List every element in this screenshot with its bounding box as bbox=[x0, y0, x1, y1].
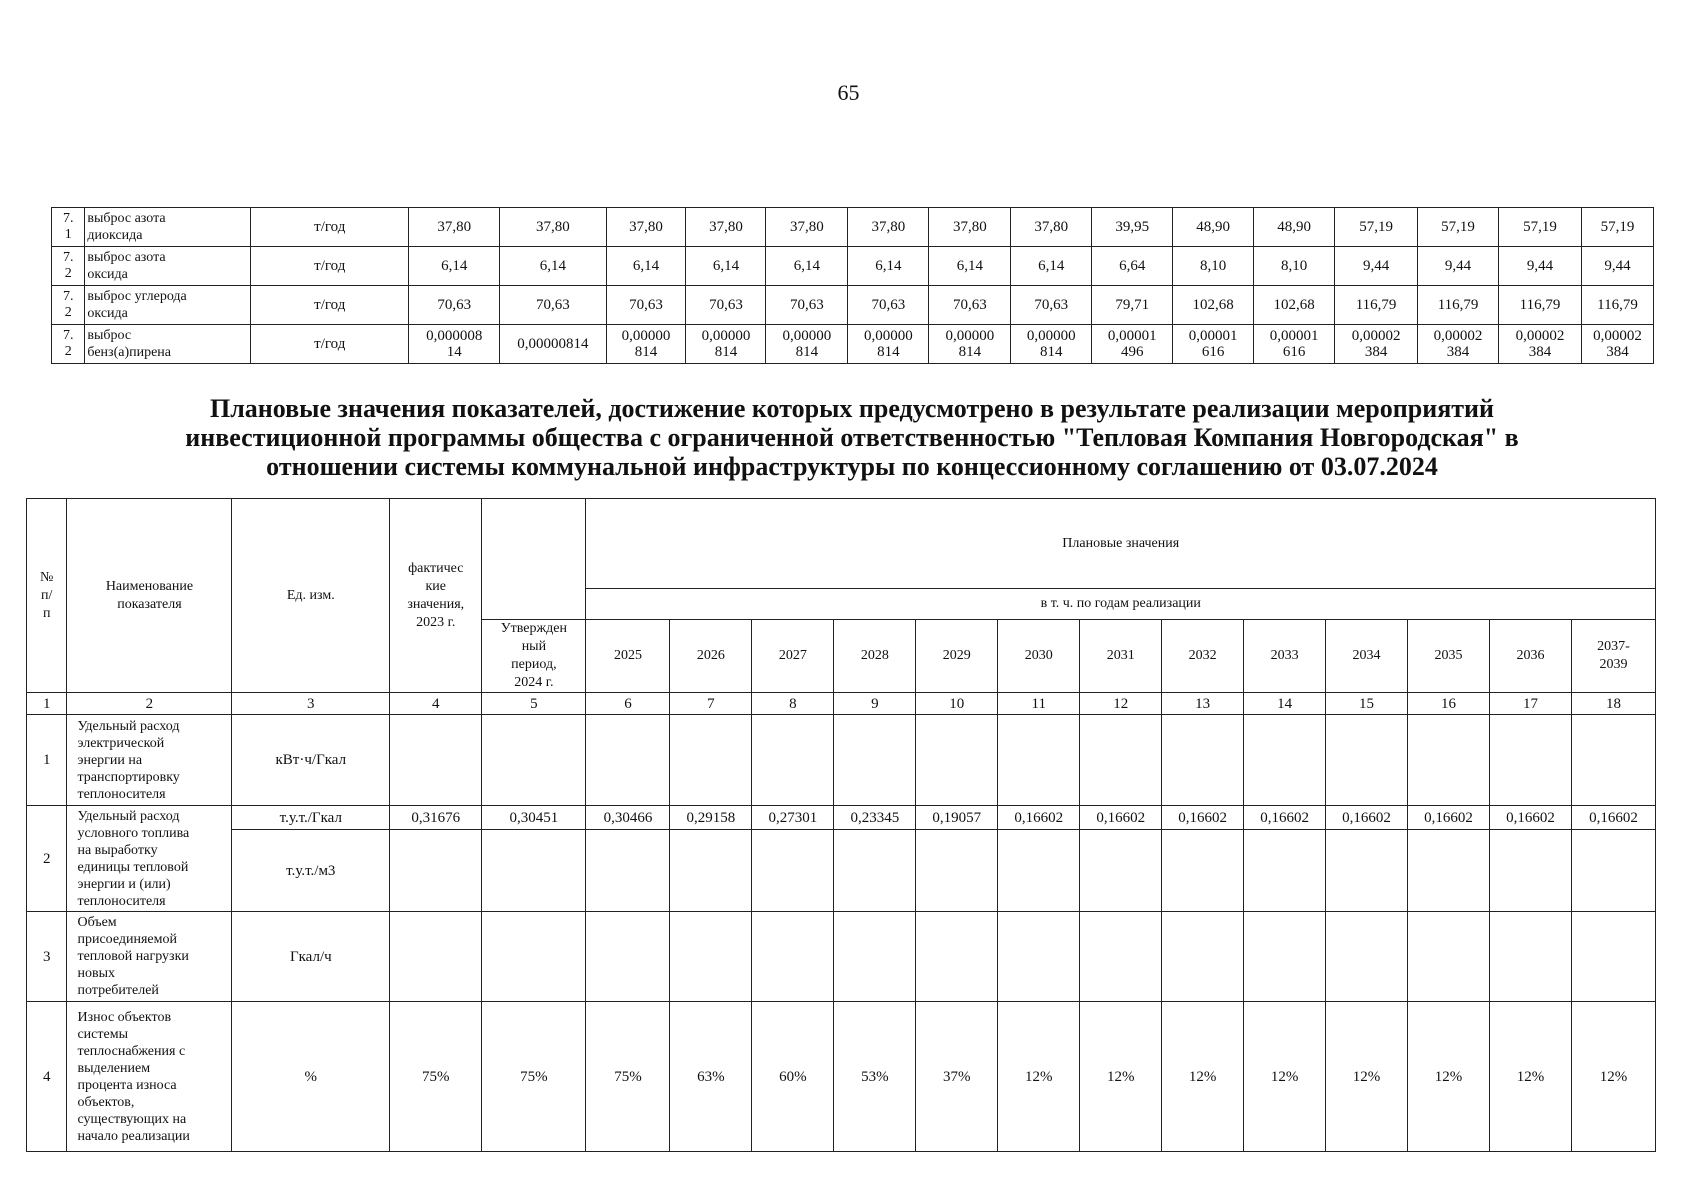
value-cell bbox=[752, 715, 834, 806]
value-cell bbox=[1408, 912, 1490, 1002]
value-cell: 70,63 bbox=[606, 286, 686, 325]
value-cell: 0,30466 bbox=[586, 806, 670, 830]
indicator-name-cell: Объем присоединяемой тепловой нагрузки новых потребителей bbox=[67, 912, 232, 1002]
value-cell: 37,80 bbox=[1011, 208, 1092, 247]
value-cell: 0,30451 bbox=[482, 806, 586, 830]
column-number-cell: 14 bbox=[1244, 693, 1326, 715]
column-number-cell: 6 bbox=[586, 693, 670, 715]
value-cell: 75% bbox=[586, 1002, 670, 1152]
value-cell: 70,63 bbox=[409, 286, 500, 325]
value-cell bbox=[482, 715, 586, 806]
column-number-cell: 8 bbox=[752, 693, 834, 715]
row-number-cell: 3 bbox=[27, 912, 67, 1002]
value-cell: 0,16602 bbox=[1244, 806, 1326, 830]
unit-cell: т/год bbox=[251, 286, 409, 325]
column-number-cell: 18 bbox=[1571, 693, 1655, 715]
column-number-cell: 1 bbox=[27, 693, 67, 715]
value-cell bbox=[1080, 912, 1162, 1002]
value-cell bbox=[1571, 912, 1655, 1002]
value-cell: 0,19057 bbox=[916, 806, 998, 830]
table-row bbox=[27, 1002, 1656, 1152]
value-cell: 37,80 bbox=[606, 208, 686, 247]
header-year-cell: 2027 bbox=[752, 620, 834, 693]
value-cell bbox=[1571, 715, 1655, 806]
value-cell: 102,68 bbox=[1254, 286, 1335, 325]
value-cell bbox=[1326, 715, 1408, 806]
table-row bbox=[52, 247, 1654, 286]
header-year-cell: 2025 bbox=[586, 620, 670, 693]
value-cell: 12% bbox=[1080, 1002, 1162, 1152]
value-cell bbox=[1080, 830, 1162, 912]
value-cell: 0,00000 814 bbox=[686, 325, 766, 364]
value-cell: 0,00001 616 bbox=[1173, 325, 1254, 364]
value-cell bbox=[1080, 715, 1162, 806]
value-cell bbox=[1162, 830, 1244, 912]
column-number-cell: 2 bbox=[67, 693, 232, 715]
value-cell bbox=[1489, 912, 1571, 1002]
value-cell: 12% bbox=[1244, 1002, 1326, 1152]
value-cell bbox=[390, 912, 482, 1002]
value-cell bbox=[1571, 830, 1655, 912]
value-cell: 6,14 bbox=[686, 247, 766, 286]
value-cell bbox=[834, 830, 916, 912]
value-cell: 116,79 bbox=[1582, 286, 1654, 325]
value-cell: 79,71 bbox=[1092, 286, 1173, 325]
value-cell: 37,80 bbox=[766, 208, 848, 247]
table-row bbox=[27, 912, 1656, 1002]
value-cell bbox=[482, 912, 586, 1002]
row-number-cell: 7. 1 bbox=[52, 208, 85, 247]
value-cell bbox=[1489, 715, 1571, 806]
value-cell: 0,31676 bbox=[390, 806, 482, 830]
value-cell: 9,44 bbox=[1499, 247, 1582, 286]
header-year-cell: 2031 bbox=[1080, 620, 1162, 693]
value-cell bbox=[1408, 830, 1490, 912]
value-cell: 0,00000 814 bbox=[766, 325, 848, 364]
header-year-cell: 2037- 2039 bbox=[1571, 620, 1655, 693]
value-cell bbox=[1489, 830, 1571, 912]
value-cell: 9,44 bbox=[1418, 247, 1499, 286]
value-cell: 0,16602 bbox=[1489, 806, 1571, 830]
value-cell bbox=[1162, 912, 1244, 1002]
value-cell: 6,14 bbox=[929, 247, 1011, 286]
value-cell: 37,80 bbox=[500, 208, 606, 247]
value-cell: 70,63 bbox=[500, 286, 606, 325]
row-number-cell: 1 bbox=[27, 715, 67, 806]
value-cell bbox=[1162, 715, 1244, 806]
value-cell bbox=[670, 912, 752, 1002]
emissions-table bbox=[51, 207, 1654, 364]
column-number-cell: 15 bbox=[1326, 693, 1408, 715]
value-cell: 0,00000 814 bbox=[848, 325, 929, 364]
value-cell: 48,90 bbox=[1254, 208, 1335, 247]
value-cell: 63% bbox=[670, 1002, 752, 1152]
value-cell bbox=[586, 830, 670, 912]
header-year-cell: 2032 bbox=[1162, 620, 1244, 693]
column-number-cell: 11 bbox=[998, 693, 1080, 715]
value-cell: 75% bbox=[482, 1002, 586, 1152]
value-cell: 0,00002 384 bbox=[1335, 325, 1418, 364]
plan-heading bbox=[60, 394, 1644, 481]
value-cell bbox=[752, 912, 834, 1002]
value-cell: 6,14 bbox=[409, 247, 500, 286]
table-row bbox=[27, 830, 1656, 912]
column-number-cell: 12 bbox=[1080, 693, 1162, 715]
value-cell: 0,16602 bbox=[998, 806, 1080, 830]
value-cell: 6,14 bbox=[848, 247, 929, 286]
value-cell bbox=[1408, 715, 1490, 806]
value-cell bbox=[998, 715, 1080, 806]
row-number-cell: 2 bbox=[27, 806, 67, 912]
value-cell: 37,80 bbox=[409, 208, 500, 247]
value-cell: 12% bbox=[1489, 1002, 1571, 1152]
unit-cell: т/год bbox=[251, 325, 409, 364]
table-row bbox=[27, 715, 1656, 806]
indicator-name-cell: выброс бенз(а)пирена bbox=[85, 325, 251, 364]
table-row bbox=[27, 693, 1656, 715]
value-cell: 102,68 bbox=[1173, 286, 1254, 325]
unit-cell: т.у.т./Гкал bbox=[232, 806, 390, 830]
column-number-cell: 5 bbox=[482, 693, 586, 715]
page-number: 65 bbox=[837, 80, 860, 105]
value-cell: 57,19 bbox=[1582, 208, 1654, 247]
value-cell bbox=[916, 912, 998, 1002]
value-cell: 37% bbox=[916, 1002, 998, 1152]
value-cell bbox=[1326, 912, 1408, 1002]
unit-cell: кВт·ч/Гкал bbox=[232, 715, 390, 806]
header-by-years-cell: в т. ч. по годам реализации bbox=[586, 589, 1656, 620]
value-cell bbox=[670, 715, 752, 806]
row-number-cell: 7. 2 bbox=[52, 247, 85, 286]
value-cell: 37,80 bbox=[848, 208, 929, 247]
value-cell: 37,80 bbox=[686, 208, 766, 247]
value-cell bbox=[586, 715, 670, 806]
value-cell: 0,16602 bbox=[1162, 806, 1244, 830]
indicator-name-cell: Удельный расход электрической энергии на транспортировку теплоносителя bbox=[67, 715, 232, 806]
table-row bbox=[52, 208, 1654, 247]
value-cell bbox=[390, 715, 482, 806]
header-name-cell: Наименование показателя bbox=[67, 499, 232, 693]
value-cell: 9,44 bbox=[1582, 247, 1654, 286]
value-cell bbox=[916, 715, 998, 806]
header-actual-cell: фактичес кие значения, 2023 г. bbox=[390, 499, 482, 693]
value-cell: 6,14 bbox=[606, 247, 686, 286]
value-cell: 39,95 bbox=[1092, 208, 1173, 247]
table-row bbox=[52, 325, 1654, 364]
row-number-cell: 7. 2 bbox=[52, 286, 85, 325]
value-cell: 53% bbox=[834, 1002, 916, 1152]
row-number-cell: 4 bbox=[27, 1002, 67, 1152]
header-approved-cell: Утвержден ный период, 2024 г. bbox=[482, 620, 586, 693]
value-cell bbox=[834, 715, 916, 806]
value-cell: 0,16602 bbox=[1571, 806, 1655, 830]
header-year-cell: 2029 bbox=[916, 620, 998, 693]
value-cell: 0,00000 814 bbox=[606, 325, 686, 364]
column-number-cell: 7 bbox=[670, 693, 752, 715]
value-cell: 0,00000 814 bbox=[1011, 325, 1092, 364]
plan-indicators-table bbox=[26, 498, 1656, 1152]
indicator-name-cell: Износ объектов системы теплоснабжения с выделением процента износа объектов, существующих на начало реализации bbox=[67, 1002, 232, 1152]
value-cell: 0,16602 bbox=[1080, 806, 1162, 830]
value-cell: 70,63 bbox=[766, 286, 848, 325]
value-cell: 0,00002 384 bbox=[1582, 325, 1654, 364]
heading-line: Плановые значения показателей, достижение которых предусмотрено в результате реализации мероприятий bbox=[210, 394, 1494, 423]
unit-cell: т/год bbox=[251, 247, 409, 286]
value-cell: 0,00002 384 bbox=[1499, 325, 1582, 364]
value-cell bbox=[1326, 830, 1408, 912]
column-number-cell: 17 bbox=[1489, 693, 1571, 715]
unit-cell: т.у.т./м3 bbox=[232, 830, 390, 912]
value-cell: 57,19 bbox=[1499, 208, 1582, 247]
value-cell bbox=[1244, 715, 1326, 806]
heading-line: отношении системы коммунальной инфраструктуры по концессионному соглашению от 03.07.2024 bbox=[266, 452, 1438, 481]
value-cell: 37,80 bbox=[929, 208, 1011, 247]
value-cell bbox=[998, 830, 1080, 912]
header-year-cell: 2036 bbox=[1489, 620, 1571, 693]
header-planned-cell: Плановые значения bbox=[586, 499, 1656, 589]
value-cell bbox=[1244, 830, 1326, 912]
value-cell bbox=[752, 830, 834, 912]
value-cell: 57,19 bbox=[1335, 208, 1418, 247]
value-cell: 116,79 bbox=[1418, 286, 1499, 325]
value-cell: 6,14 bbox=[766, 247, 848, 286]
value-cell: 0,00000814 bbox=[500, 325, 606, 364]
value-cell bbox=[916, 830, 998, 912]
value-cell: 12% bbox=[1571, 1002, 1655, 1152]
header-year-cell: 2030 bbox=[998, 620, 1080, 693]
value-cell: 70,63 bbox=[1011, 286, 1092, 325]
value-cell: 70,63 bbox=[848, 286, 929, 325]
table-row bbox=[52, 286, 1654, 325]
value-cell: 8,10 bbox=[1254, 247, 1335, 286]
table-row bbox=[27, 806, 1656, 830]
value-cell: 0,00002 384 bbox=[1418, 325, 1499, 364]
value-cell: 0,16602 bbox=[1326, 806, 1408, 830]
value-cell bbox=[390, 830, 482, 912]
value-cell: 70,63 bbox=[686, 286, 766, 325]
value-cell: 12% bbox=[1162, 1002, 1244, 1152]
row-number-cell: 7. 2 bbox=[52, 325, 85, 364]
value-cell: 70,63 bbox=[929, 286, 1011, 325]
header-year-cell: 2034 bbox=[1326, 620, 1408, 693]
unit-cell: % bbox=[232, 1002, 390, 1152]
value-cell: 116,79 bbox=[1499, 286, 1582, 325]
column-number-cell: 9 bbox=[834, 693, 916, 715]
table-row bbox=[27, 499, 1656, 589]
value-cell bbox=[1244, 912, 1326, 1002]
header-no-cell: № п/ п bbox=[27, 499, 67, 693]
value-cell: 12% bbox=[1326, 1002, 1408, 1152]
value-cell bbox=[998, 912, 1080, 1002]
value-cell bbox=[586, 912, 670, 1002]
value-cell: 8,10 bbox=[1173, 247, 1254, 286]
value-cell: 0,16602 bbox=[1408, 806, 1490, 830]
heading-line: инвестиционной программы общества с ограниченной ответственностью "Тепловая Компания Новгородская" в bbox=[185, 423, 1519, 452]
value-cell bbox=[482, 830, 586, 912]
column-number-cell: 16 bbox=[1408, 693, 1490, 715]
value-cell: 9,44 bbox=[1335, 247, 1418, 286]
column-number-cell: 4 bbox=[390, 693, 482, 715]
value-cell: 6,64 bbox=[1092, 247, 1173, 286]
header-year-cell: 2033 bbox=[1244, 620, 1326, 693]
value-cell: 12% bbox=[998, 1002, 1080, 1152]
unit-cell: т/год bbox=[251, 208, 409, 247]
value-cell: 57,19 bbox=[1418, 208, 1499, 247]
value-cell: 75% bbox=[390, 1002, 482, 1152]
value-cell: 12% bbox=[1408, 1002, 1490, 1152]
indicator-name-cell: выброс азота оксида bbox=[85, 247, 251, 286]
value-cell: 0,00001 616 bbox=[1254, 325, 1335, 364]
value-cell: 48,90 bbox=[1173, 208, 1254, 247]
value-cell: 60% bbox=[752, 1002, 834, 1152]
value-cell: 0,000008 14 bbox=[409, 325, 500, 364]
value-cell: 6,14 bbox=[1011, 247, 1092, 286]
indicator-name-cell: Удельный расход условного топлива на выработку единицы тепловой энергии и (или) теплоносителя bbox=[67, 806, 232, 912]
value-cell: 0,00001 496 bbox=[1092, 325, 1173, 364]
unit-cell: Гкал/ч bbox=[232, 912, 390, 1002]
header-unit-cell: Ед. изм. bbox=[232, 499, 390, 693]
value-cell: 0,23345 bbox=[834, 806, 916, 830]
value-cell: 6,14 bbox=[500, 247, 606, 286]
value-cell bbox=[834, 912, 916, 1002]
value-cell: 116,79 bbox=[1335, 286, 1418, 325]
column-number-cell: 10 bbox=[916, 693, 998, 715]
value-cell: 0,27301 bbox=[752, 806, 834, 830]
value-cell: 0,29158 bbox=[670, 806, 752, 830]
indicator-name-cell: выброс углерода оксида bbox=[85, 286, 251, 325]
column-number-cell: 13 bbox=[1162, 693, 1244, 715]
header-year-cell: 2035 bbox=[1408, 620, 1490, 693]
header-year-cell: 2028 bbox=[834, 620, 916, 693]
value-cell bbox=[670, 830, 752, 912]
indicator-name-cell: выброс азота диоксида bbox=[85, 208, 251, 247]
header-year-cell: 2026 bbox=[670, 620, 752, 693]
value-cell: 0,00000 814 bbox=[929, 325, 1011, 364]
column-number-cell: 3 bbox=[232, 693, 390, 715]
header-blank-cell bbox=[482, 499, 586, 620]
